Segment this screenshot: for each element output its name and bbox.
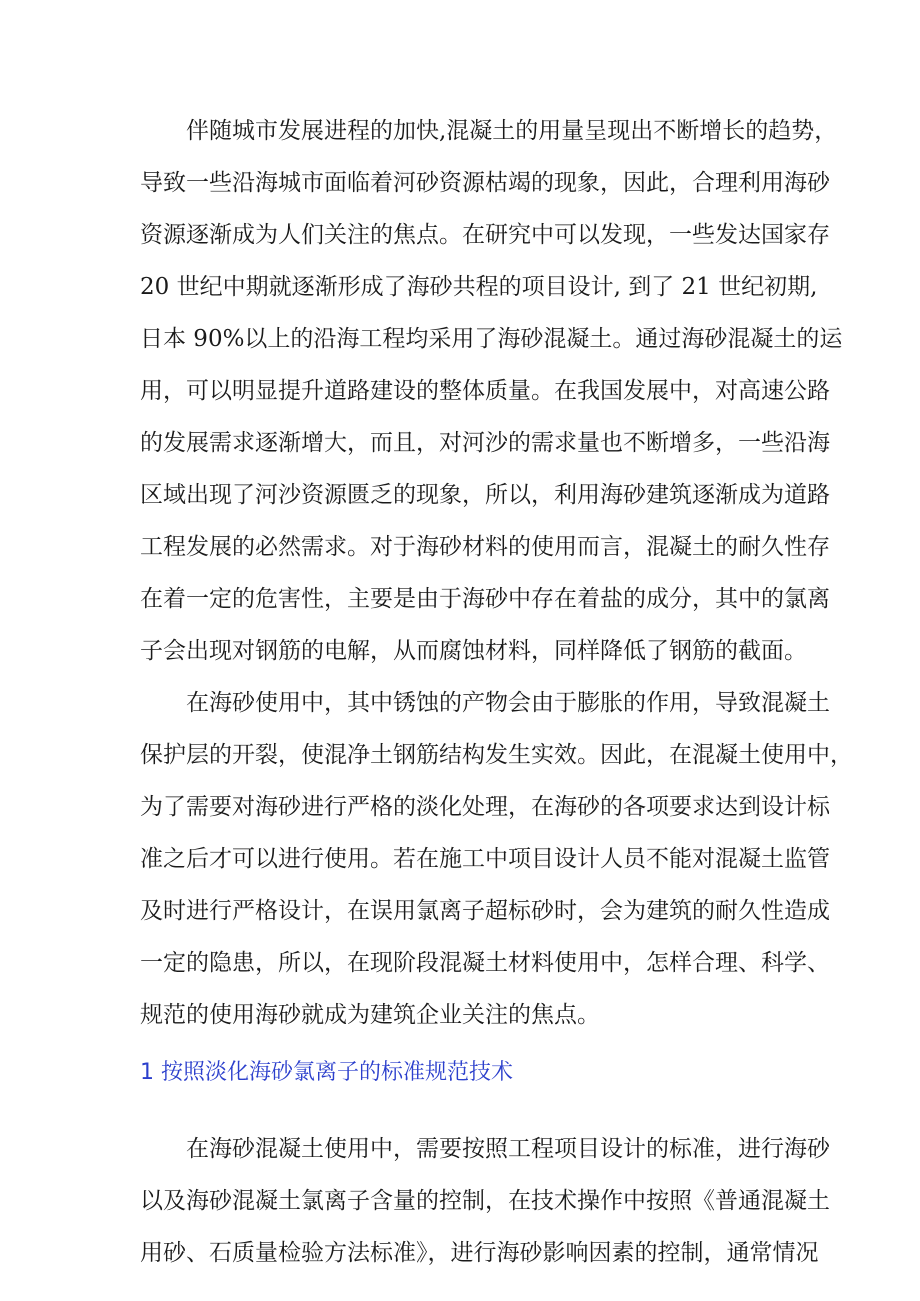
paragraph-line: 用砂、石质量检验方法标准》，进行海砂影响因素的控制，通常情况	[140, 1240, 819, 1266]
paragraph-line: 在着一定的危害性，主要是由于海砂中存在着盐的成分，其中的氯离	[140, 586, 830, 612]
paragraph-line: 在海砂混凝土使用中，需要按照工程项目设计的标准，进行海砂	[186, 1136, 830, 1162]
paragraph-line: 日本 90%以上的沿海工程均采用了海砂混凝土。通过海砂混凝土的运	[140, 326, 843, 352]
paragraph-line: 为了需要对海砂进行严格的淡化处理，在海砂的各项要求达到设计标	[140, 794, 830, 820]
paragraph-line: 导致一些沿海城市面临着河砂资源枯竭的现象，因此，合理利用海砂	[140, 170, 830, 196]
paragraph-line: 及时进行严格设计，在误用氯离子超标砂时，会为建筑的耐久性造成	[140, 898, 830, 924]
section-heading: 1 按照淡化海砂氯离子的标准规范技术	[140, 1060, 513, 1085]
paragraph-line: 子会出现对钢筋的电解，从而腐蚀材料，同样降低了钢筋的截面。	[140, 638, 807, 664]
paragraph-line: 用，可以明显提升道路建设的整体质量。在我国发展中，对高速公路	[140, 378, 830, 404]
paragraph-line: 在海砂使用中，其中锈蚀的产物会由于膨胀的作用，导致混凝土	[186, 690, 830, 716]
paragraph-line: 工程发展的必然需求。对于海砂材料的使用而言，混凝土的耐久性存	[140, 534, 830, 560]
paragraph-line: 保护层的开裂，使混净土钢筋结构发生实效。因此，在混凝土使用中，	[140, 742, 853, 768]
paragraph-line: 区域出现了河沙资源匮乏的现象，所以，利用海砂建筑逐渐成为道路	[140, 482, 830, 508]
paragraph-line: 资源逐渐成为人们关注的焦点。在研究中可以发现，一些发达国家存	[140, 222, 830, 248]
paragraph-line: 规范的使用海砂就成为建筑企业关注的焦点。	[140, 1002, 600, 1028]
paragraph-line: 准之后才可以进行使用。若在施工中项目设计人员不能对混凝土监管	[140, 846, 830, 872]
paragraph-line: 的发展需求逐渐增大，而且，对河沙的需求量也不断增多，一些沿海	[140, 430, 830, 456]
paragraph-line: 伴随城市发展进程的加快,混凝土的用量呈现出不断增长的趋势，	[186, 118, 838, 144]
paragraph-line: 一定的隐患，所以，在现阶段混凝土材料使用中，怎样合理、科学、	[140, 950, 830, 976]
paragraph-line: 20 世纪中期就逐渐形成了海砂共程的项目设计, 到了 21 世纪初期,	[140, 274, 818, 300]
paragraph-line: 以及海砂混凝土氯离子含量的控制，在技术操作中按照《普通混凝土	[140, 1188, 830, 1214]
